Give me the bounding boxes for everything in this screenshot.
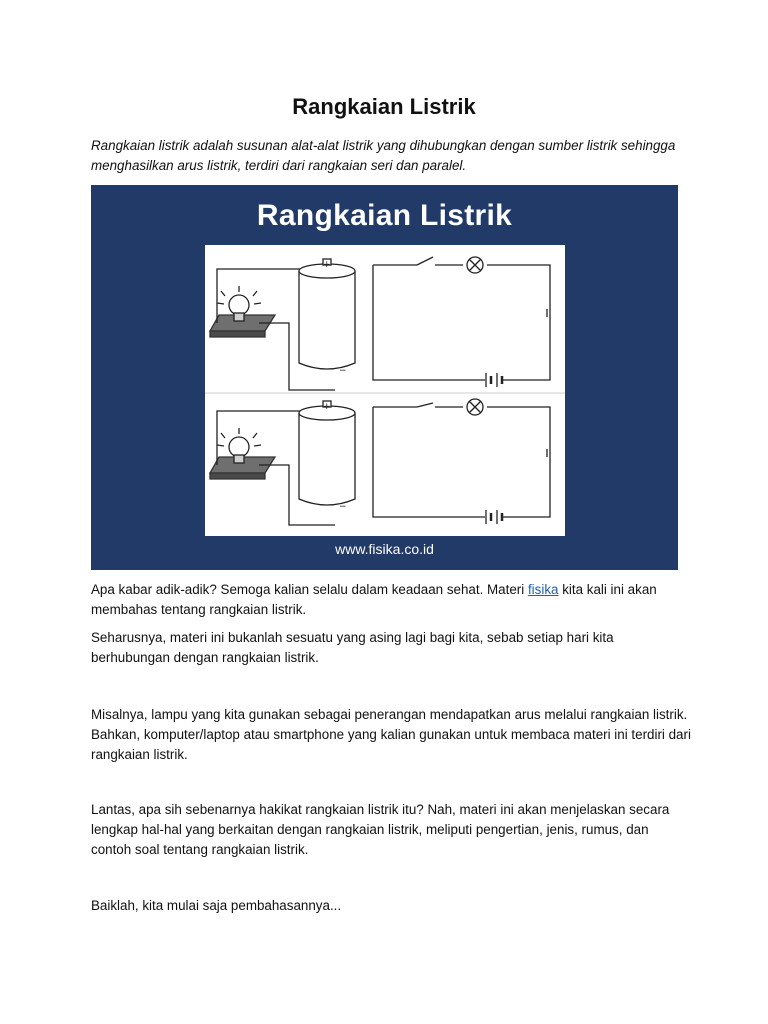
page-title: Rangkaian Listrik <box>292 94 476 119</box>
fisika-link[interactable]: fisika <box>527 582 559 597</box>
plus-label-top: + <box>323 260 331 270</box>
paragraph-4: Lantas, apa sih sebenarnya hakikat rangkaian listrik itu? Nah, materi ini akan menjelaskan secara lengkap hal-hal yang berkaitan dengan rangkaian listrik, meliputi pengertian, jenis, rumus, dan contoh soal tentang rangkaian listrik. <box>91 802 670 857</box>
battery-cylinder-icon <box>299 401 355 505</box>
intro-paragraph: Rangkaian listrik adalah susunan alat-alat listrik yang dihubungkan dengan sumber listrik sehingga menghasilkan arus listrik, terdiri dari rangkaian seri dan paralel. <box>91 138 676 173</box>
bulb-icon <box>210 286 275 337</box>
top-circuit <box>210 257 550 390</box>
battery-cylinder-icon <box>299 259 355 369</box>
paragraph-2: Seharusnya, materi ini bukanlah sesuatu yang asing lagi bagi kita, sebab setiap hari kita berhubungan dengan rangkaian listrik. <box>91 630 614 665</box>
bulb-icon <box>210 428 275 479</box>
paragraph-1-text-a: Apa kabar adik-adik? Semoga kalian selalu dalam keadaan sehat. Materi <box>91 582 528 597</box>
bottom-circuit <box>210 399 550 525</box>
banner-title: Rangkaian Listrik <box>256 199 513 232</box>
banner-image <box>91 185 678 570</box>
paragraph-3: Misalnya, lampu yang kita gunakan sebagai penerangan mendapatkan arus melalui rangkaian listrik. Bahkan, komputer/laptop atau smartphone yang kalian gunakan untuk membaca materi ini terdiri dari rangkaian listrik. <box>91 707 691 762</box>
minus-label-bottom: − <box>339 502 347 512</box>
paragraph-1-text-b: kita kali ini akan membahas tentang rangkaian listrik. <box>91 582 657 617</box>
paragraph-1 <box>91 580 691 620</box>
minus-label-top: − <box>339 366 347 376</box>
banner-url: www.fisika.co.id <box>335 541 434 557</box>
circuit-diagram-panel <box>205 245 565 536</box>
paragraph-5: Baiklah, kita mulai saja pembahasannya... <box>91 898 342 913</box>
plus-label-bottom: + <box>323 402 331 412</box>
